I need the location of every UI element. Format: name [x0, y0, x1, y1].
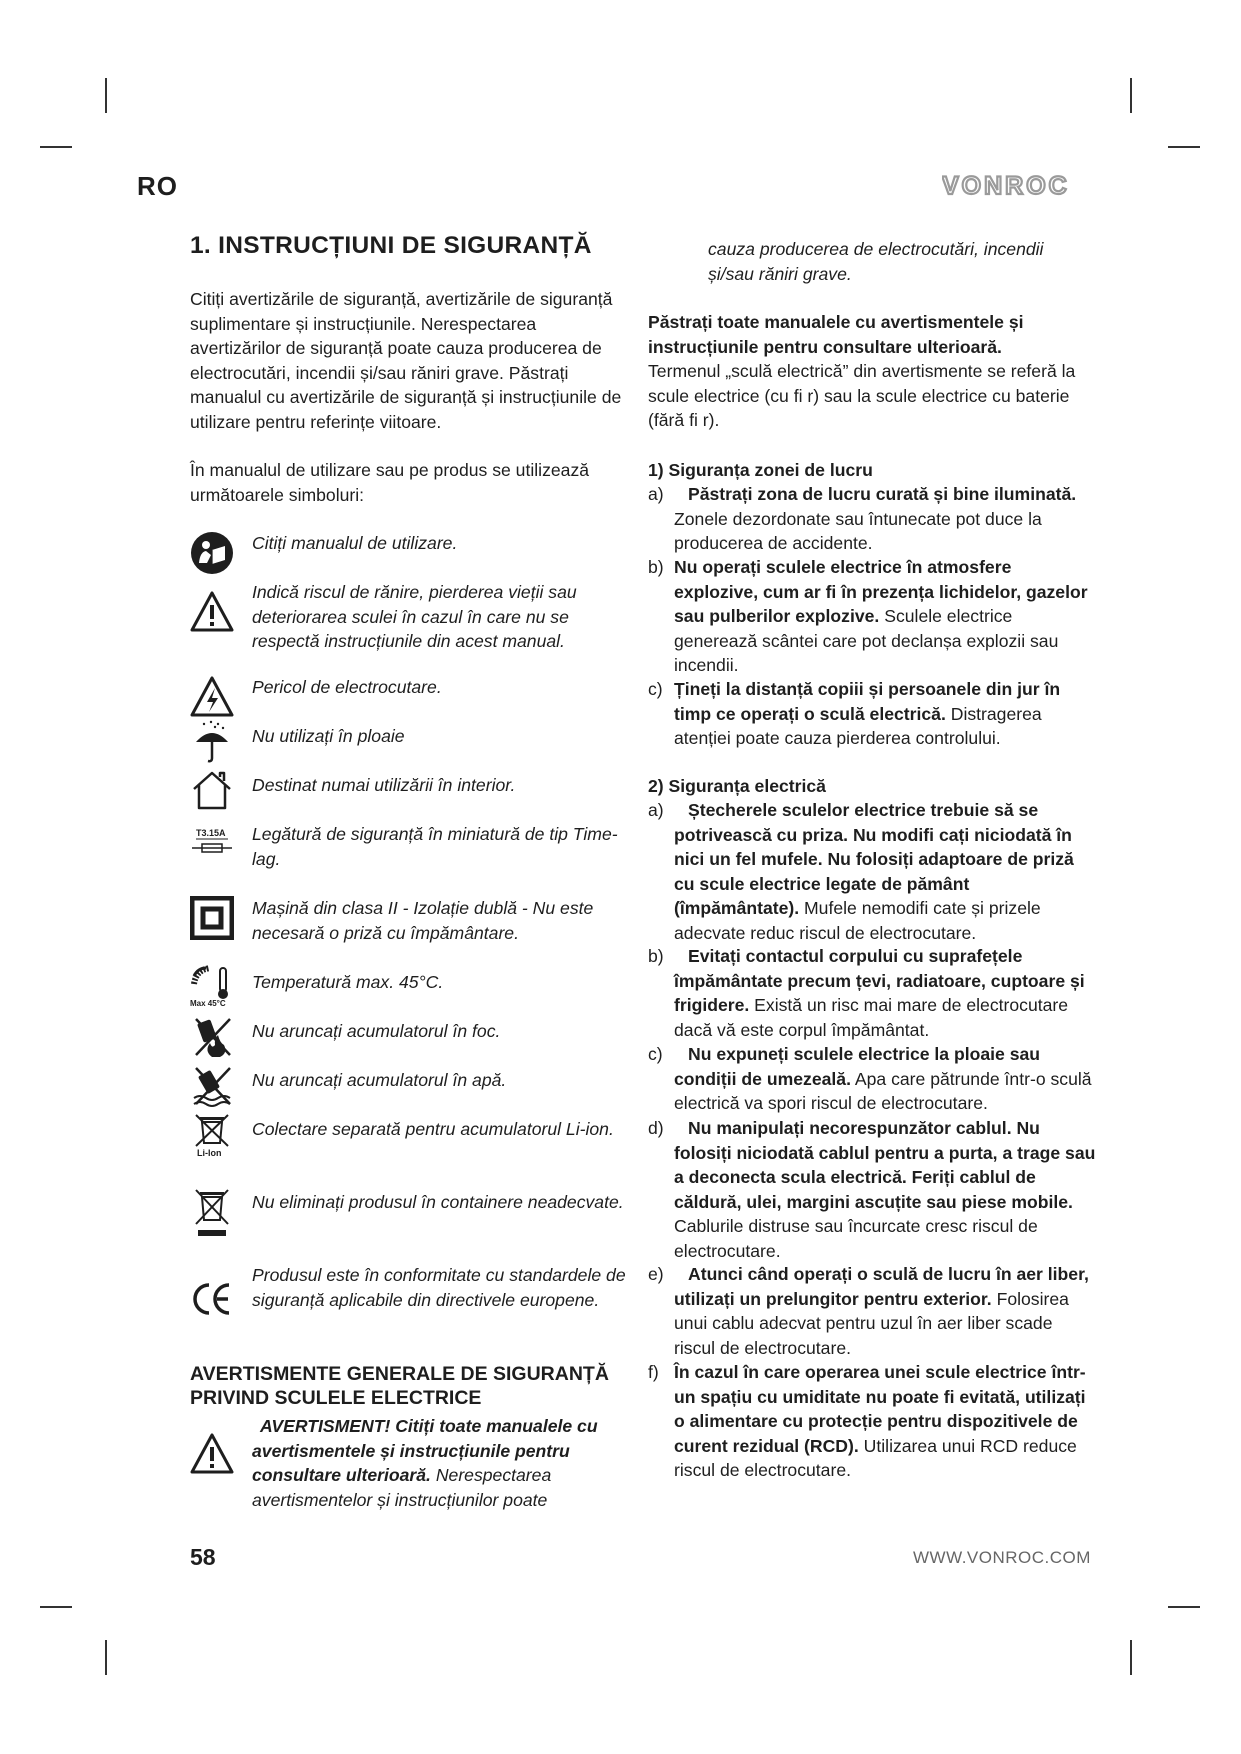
- symbol-text: Pericol de electrocutare.: [252, 677, 442, 697]
- list-item-rest: Mufele nemodifi cate și prizele adecvate reduc riscul de electrocutare.: [674, 898, 1041, 943]
- list-item-rest: Există un risc mai mare de electrocutare dacă vă este corpul împământat.: [674, 995, 1069, 1040]
- section-2-title: 2) Siguranța electrică: [648, 776, 826, 796]
- list-item-rest: Zonele dezordonate sau întunecate pot duce la producerea de accidente.: [674, 508, 1042, 553]
- list-item-label: d): [648, 1118, 664, 1138]
- crop-mark: [1130, 1640, 1132, 1675]
- section-1-title: 1) Siguranța zonei de lucru: [648, 460, 873, 480]
- list-item-rest: Distragerea atenției poate cauza pierderea controlului.: [674, 703, 1042, 748]
- list-item-bold: Evitați contactul corpului cu suprafețele împământate precum țevi, radiatoare, cuptoare și frigidere.: [674, 946, 1085, 1015]
- list-item-bold: Atunci când operați o sculă de lucru în aer liber, utilizați un prelungitor pentru exterior.: [674, 1264, 1089, 1309]
- crop-mark: [1168, 146, 1200, 148]
- electric-shock-icon: [190, 675, 234, 719]
- list-item-label: f): [648, 1362, 659, 1382]
- language-code: RO: [137, 171, 178, 201]
- read-manual-icon: [190, 531, 234, 575]
- symbol-text: Mașină din clasa II - Izolație dublă - Nu este necesară o priză cu împământare.: [252, 898, 594, 943]
- list-item-bold: În cazul în care operarea unei scule electrice într-un spațiu cu umiditate nu poate fi evitată, utilizați o alimentare cu protecție pentru dispozitivele de curent rezidual (RCD).: [674, 1362, 1086, 1456]
- list-item: [648, 1262, 1098, 1360]
- website-url: WWW.VONROC.COM: [913, 1548, 1091, 1567]
- house-icon: [190, 767, 234, 811]
- general-warning-continued: cauza producerea de electrocutări, incendii și/sau răniri grave.: [708, 239, 1044, 284]
- warning-icon: [190, 590, 234, 634]
- double-insulation-icon: [190, 896, 234, 940]
- list-item: [648, 944, 1098, 1042]
- list-item-label: c): [648, 679, 663, 699]
- list-item-rest: Folosirea unui cablu adecvat pentru uzul în aer liber scade riscul de electrocutare.: [674, 1288, 1069, 1358]
- general-warning-rest: Nerespectarea avertismentelor și instrucțiunilor poate: [252, 1465, 552, 1510]
- list-item-bold: Nu expuneți sculele electrice la ploaie sau condiții de umezeală.: [674, 1044, 1041, 1089]
- list-item-label: e): [648, 1264, 664, 1284]
- thermometer-icon-label: Max 45°C: [190, 999, 226, 1008]
- crop-mark: [1130, 78, 1132, 113]
- symbol-text: Destinat numai utilizării în interior.: [252, 775, 516, 795]
- symbol-text: Nu eliminați produsul în containere neadecvate.: [252, 1192, 624, 1212]
- symbol-text: Produsul este în conformitate cu standardele de siguranță aplicabile din directivele europene.: [252, 1265, 626, 1310]
- general-warning-bold: AVERTISMENT! Citiți toate manualele cu avertismentele și instrucțiunile pentru consultare ulterioară.: [252, 1416, 598, 1485]
- brand-logo: [942, 172, 1078, 198]
- list-item-rest: Utilizarea unui RCD reduce riscul de electrocutare.: [674, 1435, 1077, 1480]
- thermometer-icon: [190, 964, 234, 1008]
- crop-mark: [40, 146, 72, 148]
- list-item: [648, 1042, 1098, 1116]
- list-item-bold: Ștecherele sculelor electrice trebuie să se potrivească cu priza. Nu modifi cați niciodată în nici un fel mufele. Nu folosiți adaptoare de priză cu scule electrice legate de pământ (împământate).: [674, 800, 1074, 918]
- list-item-label: a): [648, 484, 664, 504]
- symbol-text: Citiți manualul de utilizare.: [252, 533, 458, 553]
- symbol-text: Colectare separată pentru acumulatorul Li-ion.: [252, 1119, 614, 1139]
- no-water-icon: [190, 1064, 234, 1108]
- list-item: [648, 677, 1098, 751]
- general-warning-text: [252, 1414, 632, 1512]
- symbol-text: Nu aruncați acumulatorul în foc.: [252, 1021, 501, 1041]
- intro-paragraph: Citiți avertizările de siguranță, avertizările de siguranță suplimentare și instrucțiunile. Nerespectarea avertizărilor de siguranță poate cauza producerea de electrocutări, incendii și/sau răniri grave. Păstrați manualul cu avertizările de siguranță și instrucțiunile de utilizare pentru referințe viitoare.: [190, 289, 622, 432]
- keep-manuals-paragraph: [648, 310, 1098, 433]
- crop-mark: [40, 1606, 72, 1608]
- list-item-rest: Sculele electrice generează scântei care pot declanșa explozii sau incendii.: [674, 606, 1059, 675]
- list-item: [648, 798, 1098, 945]
- general-warnings-heading: AVERTISMENTE GENERALE DE SIGURANȚĂ PRIVIND SCULELE ELECTRICE: [190, 1363, 609, 1409]
- crop-mark: [105, 78, 107, 113]
- list-item: [648, 482, 1098, 556]
- fuse-icon: [190, 824, 234, 868]
- li-ion-bin-icon-label: Li-Ion: [197, 1148, 222, 1157]
- fuse-icon-label: T3.15A: [196, 828, 226, 838]
- symbol-text: Nu utilizați în ploaie: [252, 726, 405, 746]
- list-item-bold: Nu operați sculele electrice în atmosfere explozive, cum ar fi în prezența lichidelor, gazelor sau pulberilor explozive.: [674, 557, 1088, 626]
- warning-icon: [190, 1432, 234, 1476]
- list-item-rest: Cablurile distruse sau încurcate cresc riscul de electrocutare.: [674, 1216, 1038, 1261]
- list-item: [648, 1116, 1098, 1263]
- symbols-intro: În manualul de utilizare sau pe produs se utilizează următoarele simboluri:: [190, 460, 590, 505]
- list-item-label: a): [648, 800, 664, 820]
- list-item-rest: Apa care pătrunde într-o sculă electrică va spori riscul de electrocutare.: [674, 1068, 1092, 1113]
- crossed-bin-icon: [190, 1188, 234, 1240]
- brand-logo-text: VONROC: [942, 172, 1070, 198]
- list-item-label: b): [648, 946, 664, 966]
- list-item-label: c): [648, 1044, 663, 1064]
- list-item-bold: Păstrați zona de lucru curată și bine iluminată.: [688, 484, 1077, 504]
- symbol-text: Temperatură max. 45°C.: [252, 972, 444, 992]
- list-item-label: b): [648, 557, 664, 577]
- symbol-text: Indică riscul de rănire, pierderea vieții sau deteriorarea sculei în cazul în care nu se respectă instrucțiunile din acest manual.: [252, 582, 577, 651]
- umbrella-rain-icon: [190, 720, 234, 764]
- no-fire-icon: [190, 1015, 234, 1059]
- page-number: 58: [190, 1544, 216, 1570]
- li-ion-bin-icon: [190, 1113, 234, 1157]
- list-item: [648, 555, 1098, 678]
- keep-manuals-rest: Termenul „sculă electrică” din avertismente se referă la scule electrice (cu fi r) sau la scule electrice cu baterie (fără fi r).: [648, 361, 1076, 430]
- symbol-text: Nu aruncați acumulatorul în apă.: [252, 1070, 507, 1090]
- ce-icon: [190, 1277, 234, 1321]
- symbol-text: Legătură de siguranță în miniatură de tip Time-lag.: [252, 824, 618, 869]
- crop-mark: [105, 1640, 107, 1675]
- crop-mark: [1168, 1606, 1200, 1608]
- page-title: 1. INSTRUCȚIUNI DE SIGURANȚĂ: [190, 232, 592, 259]
- list-item: [648, 1360, 1098, 1483]
- list-item-bold: Nu manipulați necorespunzător cablul. Nu folosiți niciodată cablul pentru a purta, a trage sau a deconecta scula electrică. Feriți cablul de căldură, ulei, margini ascuțite sau piese mobile.: [674, 1118, 1096, 1212]
- keep-manuals-bold: Păstrați toate manualele cu avertismentele și instrucțiunile pentru consultare ulterioară.: [648, 312, 1024, 357]
- list-item-bold: Țineți la distanță copiii și persoanele din jur în timp ce operați o sculă electrică.: [674, 679, 1061, 724]
